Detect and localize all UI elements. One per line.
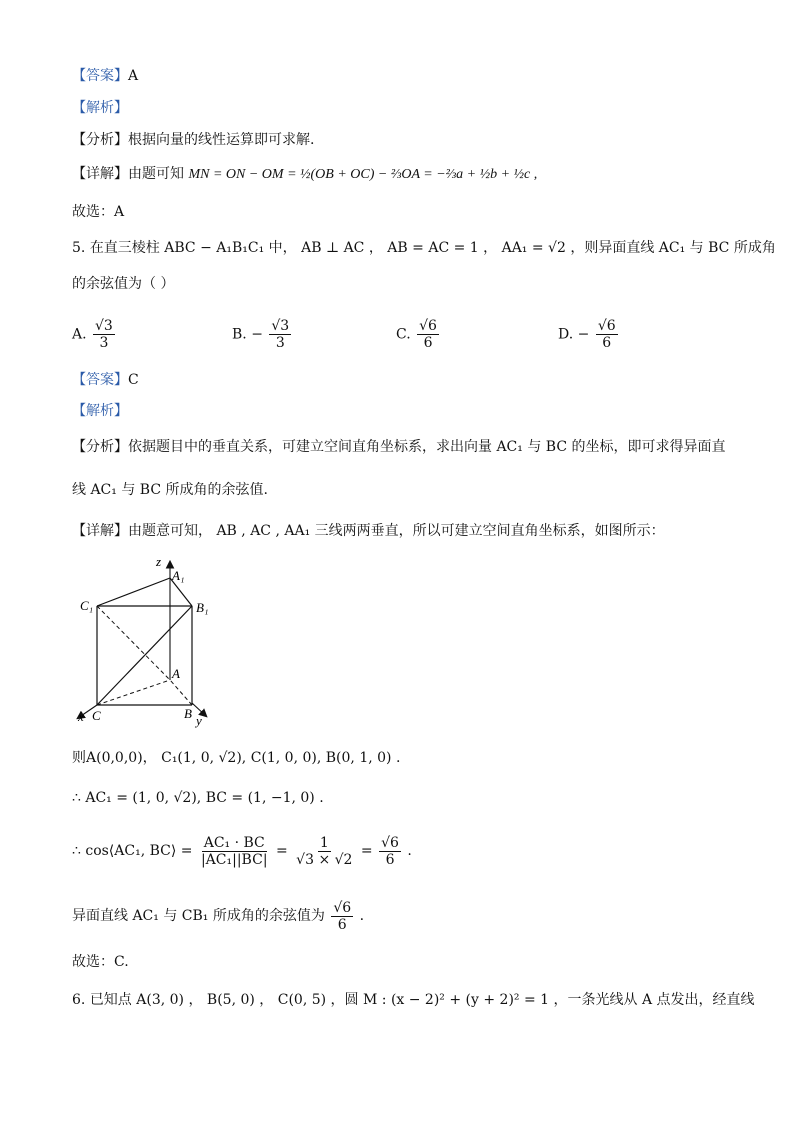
detail-tag: 【详解】 — [72, 166, 128, 182]
analysis-tag: 【解析】 — [72, 403, 128, 419]
label-C1: C₁ — [80, 598, 94, 613]
cos-frac1-num: AC₁ · BC — [203, 834, 265, 851]
q4-detail-line — [72, 164, 537, 185]
q4-detail-prefix: 由题可知 — [128, 166, 184, 182]
q5-detail-line — [72, 521, 665, 541]
answer-tag: 【答案】 — [72, 372, 128, 388]
q4-analysis-line — [72, 98, 128, 118]
label-A: A — [172, 666, 180, 681]
q5-detail-text: 由题意可知， AB , AC , AA₁ 三线两两垂直，所以可建立空间直角坐标系，如图所示： — [128, 523, 665, 539]
q5-answer: C — [128, 372, 139, 388]
q5-number: 5. — [72, 240, 86, 256]
final-fraction — [331, 900, 353, 933]
option-fraction — [417, 318, 439, 351]
q5-stem-text1: 在直三棱柱 ABC − A₁B₁C₁ 中， AB ⊥ AC ， AB = AC = 1 ， AA₁ = √2 ，则异面直线 AC₁ 与 BC 所成角 — [89, 240, 776, 256]
q5-cos-line — [72, 828, 412, 874]
cos-fraction-1 — [199, 835, 270, 868]
option-den: 6 — [423, 335, 433, 351]
option-letter: D. — [558, 326, 574, 343]
option-den: 3 — [275, 335, 285, 351]
cos-result — [379, 835, 401, 868]
option-num: √3 — [95, 318, 113, 334]
q5-fenxi-line2: 线 AC₁ 与 BC 所成角的余弦值. — [72, 482, 268, 498]
option-fraction — [93, 318, 115, 351]
q6-stem-text: 已知点 A(3, 0) ， B(5, 0) ， C(0, 5) ，圆 M : (x − 2)² + (y + 2)² = 1 ，一条光线从 A 点发出，经直线 — [89, 992, 755, 1008]
label-A1: A₁ — [172, 568, 185, 583]
q4-answer: A — [128, 68, 139, 84]
option-den: 3 — [99, 335, 109, 351]
cos-frac2-num: 1 — [319, 834, 329, 851]
q5-fenxi-text1: 依据题目中的垂直关系，可建立空间直角坐标系，求出向量 AC₁ 与 BC 的坐标，即可求得异面直 — [128, 439, 726, 455]
option-sign: − — [251, 326, 263, 343]
q4-fenxi-line — [72, 130, 314, 150]
option-letter: B. — [232, 326, 247, 343]
final-prefix: 异面直线 AC₁ 与 CB₁ 所成角的余弦值为 — [72, 908, 325, 924]
q5-stem-line2: 的余弦值为（ ） — [72, 276, 175, 292]
q5-fenxi-line1 — [72, 437, 726, 457]
cos-frac1-den: |AC₁||BC| — [200, 851, 268, 868]
analysis-tag: 【解析】 — [72, 100, 128, 116]
cos-result-num: √6 — [381, 834, 399, 851]
option-den: 6 — [602, 335, 612, 351]
answer-tag: 【答案】 — [72, 68, 128, 84]
q5-final-line — [72, 896, 364, 936]
q5-option-d — [558, 318, 620, 351]
option-fraction — [596, 318, 618, 351]
label-C: C — [92, 708, 101, 723]
period: . — [407, 843, 412, 859]
option-sign: − — [577, 326, 590, 343]
q5-answer-line — [72, 370, 139, 390]
label-x: x — [78, 709, 84, 724]
q4-conclusion: 故选：A — [72, 204, 125, 220]
option-num: √6 — [597, 318, 616, 334]
q4-answer-line — [72, 66, 138, 86]
period: . — [359, 908, 365, 924]
prism-figure — [72, 548, 232, 733]
q4-equation: MN = ON − OM = ½(OB + OC) − ⅔OA = −⅔a + ½b + ½c , — [188, 167, 538, 182]
q5-option-b — [232, 318, 293, 351]
label-z: z — [156, 554, 162, 569]
cos-fraction-2 — [294, 835, 354, 868]
option-num: √3 — [271, 318, 290, 334]
label-y: y — [196, 713, 202, 728]
q6-number: 6. — [72, 992, 86, 1008]
option-fraction — [269, 318, 291, 351]
q5-analysis-line — [72, 401, 128, 421]
label-B1: B₁ — [196, 600, 209, 615]
fenxi-tag: 【分析】 — [72, 439, 128, 455]
q6-stem — [72, 990, 755, 1010]
q5-option-c — [396, 318, 441, 351]
q5-coords: 则A(0,0,0)， C₁(1, 0, √2), C(1, 0, 0), B(0, 1, 0) . — [72, 750, 401, 766]
final-den: 6 — [337, 916, 347, 933]
cos-result-den: 6 — [385, 851, 395, 868]
equals-sign: = — [360, 843, 373, 859]
cos-prefix: ∴ cos⟨AC₁, BC⟩ = — [72, 843, 193, 859]
q4-fenxi-text: 根据向量的线性运算即可求解. — [128, 132, 315, 148]
equals-sign: = — [275, 843, 288, 859]
option-letter: C. — [396, 326, 411, 343]
q5-stem-line1 — [72, 238, 776, 258]
fenxi-tag: 【分析】 — [72, 132, 128, 148]
q5-conclusion: 故选：C. — [72, 954, 129, 970]
label-B: B — [184, 706, 192, 721]
option-num: √6 — [419, 318, 437, 334]
cos-frac2-den: √3 × √2 — [296, 851, 353, 868]
q5-vectors: ∴ AC₁ = (1, 0, √2), BC = (1, −1, 0) . — [72, 790, 324, 806]
q5-option-a — [72, 318, 117, 351]
final-num: √6 — [333, 899, 352, 916]
detail-tag: 【详解】 — [72, 523, 128, 539]
option-letter: A. — [72, 326, 87, 343]
